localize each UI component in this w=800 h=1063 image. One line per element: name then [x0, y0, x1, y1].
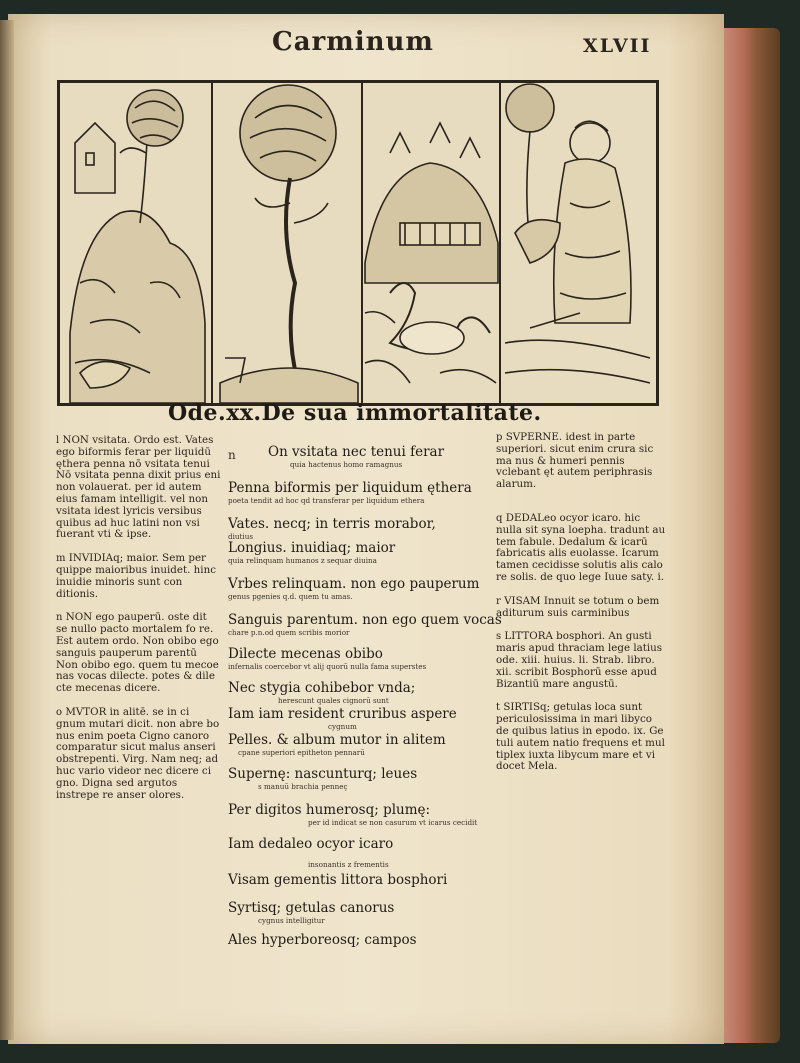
- verse-line: Syrtisq; getulas canorus: [228, 900, 395, 916]
- note-text: LITTORA bosphori. An gusti maris apud thraciam lege latius ode. xiii. huius. li. Strab. libro. xii. scribit Bosphorū esse apud Bizantiū mare angustū.: [496, 630, 663, 690]
- note-text: MVTOR in alitē. se in ci gnum mutari dicit. non abre bo nus enim poeta Cigno canoro comparatur sicut malus anseri obstrepenti. Virg. Nam neq; ad huc vario videor nec dicere ci gno. Digna sed argutos instrepe re anser olores.: [56, 705, 220, 801]
- note-text: SVPERNE. idest in parte superiori. sicut enim crura sic ma nus & humeri pennis vclebant ęt autem periphrasis alarum.: [496, 431, 654, 491]
- verse-gloss: insonantis z frementis: [308, 860, 389, 869]
- verse-line: Vates. necq; in terris morabor,: [228, 516, 436, 532]
- initial-n-mark: n: [228, 448, 236, 462]
- note-letter: r: [496, 595, 501, 607]
- verse-gloss: s manuū brachia penneç: [258, 782, 348, 791]
- right-note: [496, 596, 666, 620]
- note-letter: m: [56, 553, 66, 565]
- verse-gloss: genus pgenies q.d. quem tu amas.: [228, 592, 353, 601]
- verse-gloss: cygnum: [328, 722, 357, 731]
- right-note: [496, 702, 666, 773]
- verse-gloss: herescunt quales cignorū sunt: [278, 696, 389, 705]
- running-head: Carminum: [272, 27, 434, 57]
- note-text: NON vsitata. Ordo est. Vates ego biformis ferar per liquidū ęthera penna nō vsitata tenui Nō vsitata penna dixit prius eni non volauerat. per id autem eius famam intelligit. vel non vsitata idest lyricis versibus quibus ad huc latini non vsi fuerant vti & ipse.: [56, 434, 221, 541]
- verse-line: Iam dedaleo ocyor icaro: [228, 836, 394, 852]
- verse-line: Sanguis parentum. non ego quem vocas: [228, 612, 502, 628]
- note-letter: p: [496, 432, 503, 443]
- verse-line: Ales hyperboreosq; campos: [228, 932, 417, 948]
- verse-line: Per digitos humerosq; plumę:: [228, 802, 431, 818]
- left-note: [56, 553, 221, 600]
- verse-gloss: poeta tendit ad hoc qd transferar per liquidum ethera: [228, 496, 425, 505]
- verse-gloss: diutius: [228, 532, 254, 541]
- verse-line: On vsitata nec tenui ferar: [268, 444, 445, 460]
- verse-line: Penna biformis per liquidum ęthera: [228, 480, 472, 496]
- note-text: NON ego pauperū. oste dit se nullo pacto mortalem fo re. Est autem ordo. Non obibo ego sanguis pauperum parentū Non obibo ego. quem tu mecoe nas vocas dilecte. potes & dile cte mecenas dicere.: [56, 611, 219, 695]
- note-letter: s: [496, 631, 502, 643]
- note-letter: n: [56, 612, 63, 624]
- left-note: [56, 707, 221, 801]
- verse-line: Iam iam resident cruribus aspere: [228, 706, 457, 722]
- verse-gloss: cygnus intelligitur: [258, 916, 325, 925]
- note-text: DEDALeo ocyor icaro. hic nulla sit syna loepha. tradunt au tem fabule. Dedalum & icarū fabricatis alis euolasse. Icarum tamen cecidisse solutis alis calo re solis. de quo lege Iuue saty. i.: [496, 511, 666, 583]
- verse-gloss: quia relinquam humanos z sequar diuina: [228, 556, 377, 565]
- woodcut-illustration: [57, 80, 659, 406]
- note-text: VISAM Innuit se totum o bem aditurum suis carminibus: [496, 594, 660, 619]
- note-text: SIRTISq; getulas loca sunt periculosissima in mari libyco de quibus latius in epodo. ix. Ge tuli autem natio frequens et mul tiplex iuxta libycum mare et vi docet Mela.: [496, 701, 665, 773]
- verse-gloss: cpane superiori epitheton pennarū: [238, 748, 365, 757]
- verse-gloss: infernalis coercebor vt alij quorū nulla fama superstes: [228, 662, 427, 671]
- verse-gloss: quia hactenus homo ramagnus: [290, 460, 403, 469]
- note-letter: t: [496, 702, 501, 714]
- verse-line: Longius. inuidiaq; maior: [228, 540, 396, 556]
- facing-page-edge: [0, 20, 14, 1040]
- book-fore-edge: [720, 28, 780, 1043]
- verse-gloss: chare p.n.od quem scribis morior: [228, 628, 350, 637]
- verse-line: Pelles. & album mutor in alitem: [228, 732, 446, 748]
- ode-title: Ode.xx.De sua immortalitate.: [168, 400, 542, 426]
- verse-line: Supernę: nascunturq; leues: [228, 766, 418, 782]
- note-letter: o: [56, 706, 63, 718]
- note-letter: q: [496, 512, 503, 524]
- folio-number: XLVII: [583, 35, 652, 57]
- left-note: [56, 435, 221, 541]
- verse-line: Vrbes relinquam. non ego pauperum: [228, 576, 480, 592]
- right-commentary: [496, 432, 666, 785]
- right-note: [496, 513, 666, 584]
- note-letter: l: [56, 435, 60, 446]
- woodcut-drawing: [60, 83, 656, 403]
- verse-line: Dilecte mecenas obibo: [228, 646, 383, 662]
- verse-line: Nec stygia cohibebor vnda;: [228, 680, 416, 696]
- verse-gloss: per id indicat se non casurum vt icarus cecidit: [308, 818, 478, 827]
- right-note: [496, 432, 666, 491]
- left-note: [56, 612, 221, 695]
- note-text: INVIDIAq; maior. Sem per quippe maioribus inuidet. hinc inuidie minoris sunt con ditionis.: [56, 552, 216, 600]
- verse-line: Visam gementis littora bosphori: [228, 872, 448, 888]
- left-commentary: [56, 435, 221, 813]
- right-note: [496, 631, 666, 690]
